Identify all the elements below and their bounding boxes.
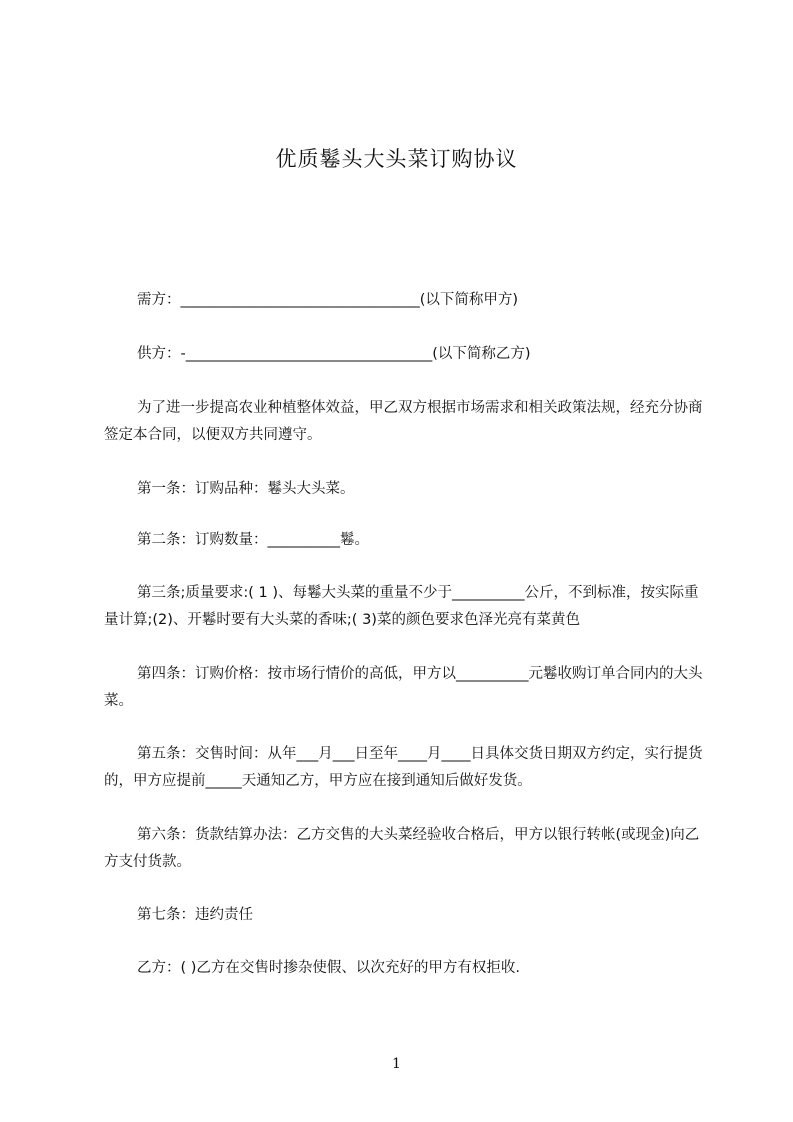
article-4: 第四条：订购价格：按市场行情价的高低，甲方以__________元鬈收购订单合同内的大头菜。 — [104, 666, 703, 709]
party-b-clause: 乙方：( )乙方在交售时掺杂使假、以次充好的甲方有权拒收. — [137, 960, 521, 976]
seller-line: 供方：-__________________________________(以下简称乙方) — [137, 346, 531, 362]
article-7: 第七条：违约责任 — [137, 907, 253, 923]
article-3: 第三条;质量要求:( 1 )、每鬈大头菜的重量不少于__________公斤，不到标准，按实际重量计算;(2)、开鬈时要有大头菜的香味;( 3)菜的颜色要求色泽光亮有菜黄色 — [104, 585, 699, 628]
buyer-line: 需方：_________________________________(以下简称甲方) — [137, 292, 519, 308]
intro-paragraph: 为了进一步提高农业种植整体效益，甲乙双方根据市场需求和相关政策法规，经充分协商签定本合同，以便双方共同遵守。 — [104, 400, 703, 443]
article-5: 第五条：交售时间：从年___月___日至年____月____日具体交货日期双方约定，实行提货的，甲方应提前_____天通知乙方，甲方应在接到通知后做好发货。 — [104, 746, 703, 789]
article-2: 第二条：订购数量：__________鬈。 — [137, 532, 369, 548]
article-6: 第六条：货款结算办法：乙方交售的大头菜经验收合格后，甲方以银行转帐(或现金)向乙方支付货款。 — [104, 827, 700, 870]
document-title: 优质鬈头大头菜订购协议 — [275, 147, 518, 171]
page-number: 1 — [392, 1056, 401, 1072]
article-1: 第一条：订购品种：鬈头大头菜。 — [137, 481, 355, 497]
